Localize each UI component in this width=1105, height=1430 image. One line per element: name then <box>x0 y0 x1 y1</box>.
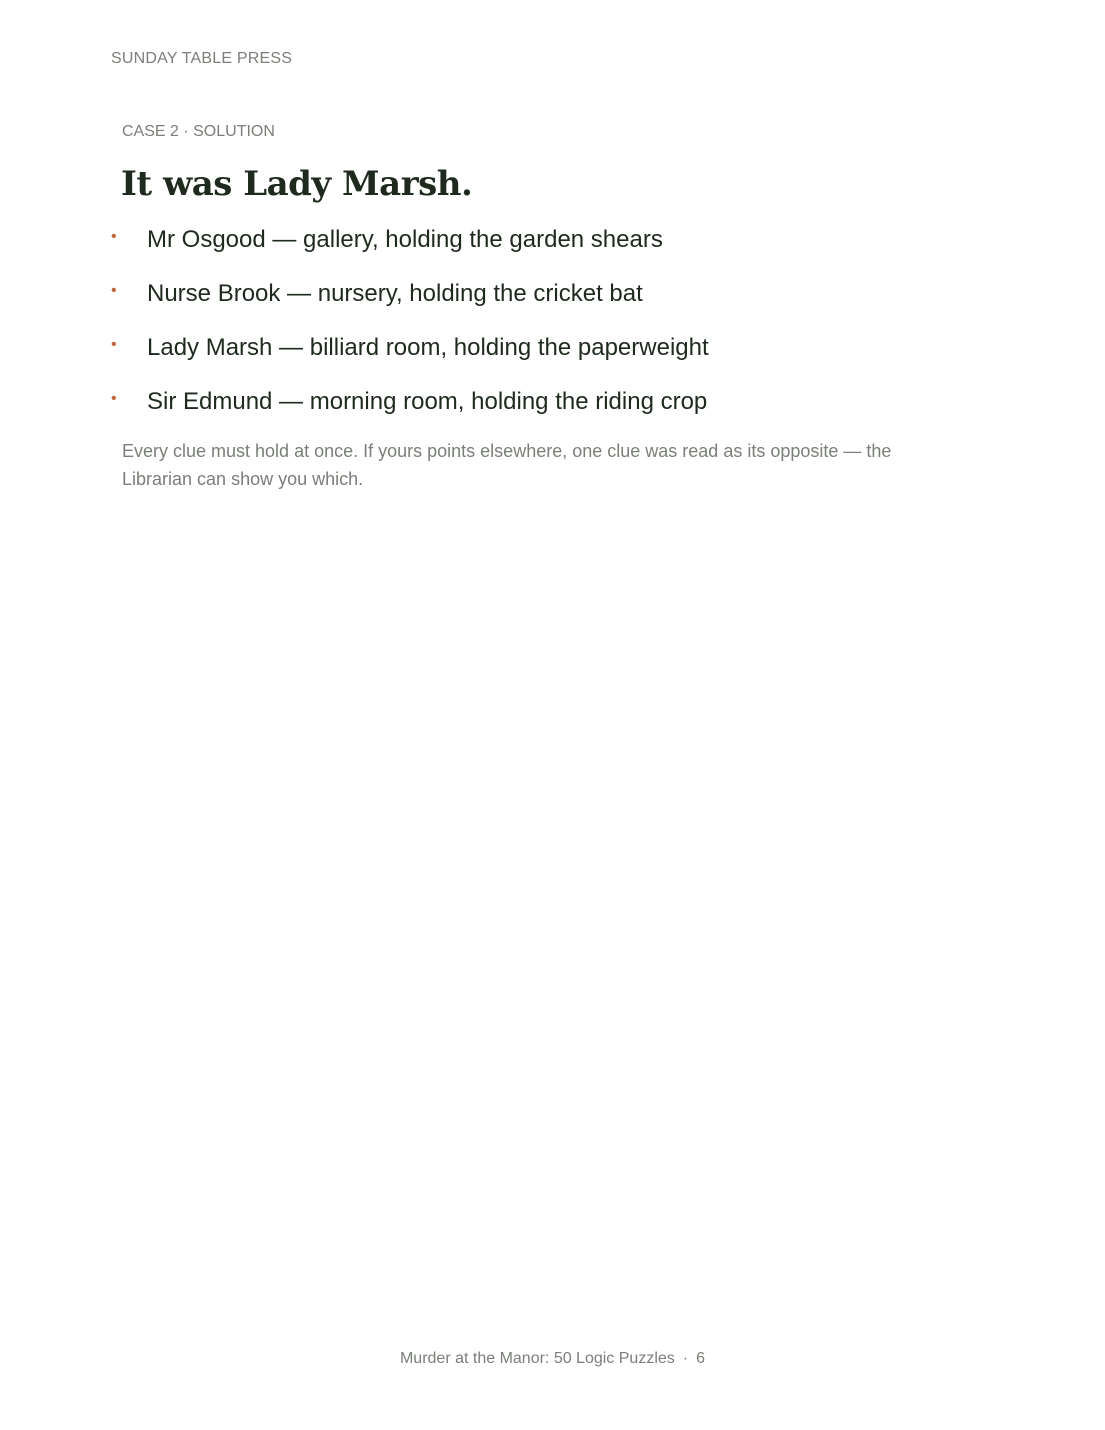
bullet-icon: • <box>111 282 117 299</box>
footer-separator: · <box>682 1350 689 1367</box>
solution-headline: It was Lady Marsh. <box>121 164 473 204</box>
bullet-icon: • <box>111 228 117 245</box>
page-number: 6 <box>696 1350 706 1367</box>
bullet-icon: • <box>111 390 117 407</box>
book-title: Murder at the Manor: 50 Logic Puzzles <box>399 1350 675 1367</box>
solution-note: Every clue must hold at once. If yours points elsewhere, one clue was read as its opposite — the Librarian can show you which. <box>122 441 892 489</box>
solution-fact-text: Mr Osgood — gallery, holding the garden shears <box>147 226 663 253</box>
solution-fact-text: Lady Marsh — billiard room, holding the paperweight <box>147 334 709 361</box>
page-footer <box>0 1350 1105 1368</box>
bullet-icon: • <box>111 336 117 353</box>
solution-fact-text: Nurse Brook — nursery, holding the cricket bat <box>147 280 643 307</box>
solution-fact-text: Sir Edmund — morning room, holding the riding crop <box>147 388 708 415</box>
publisher-name: SUNDAY TABLE PRESS <box>111 50 293 67</box>
section-kicker: CASE 2 · SOLUTION <box>122 123 275 140</box>
